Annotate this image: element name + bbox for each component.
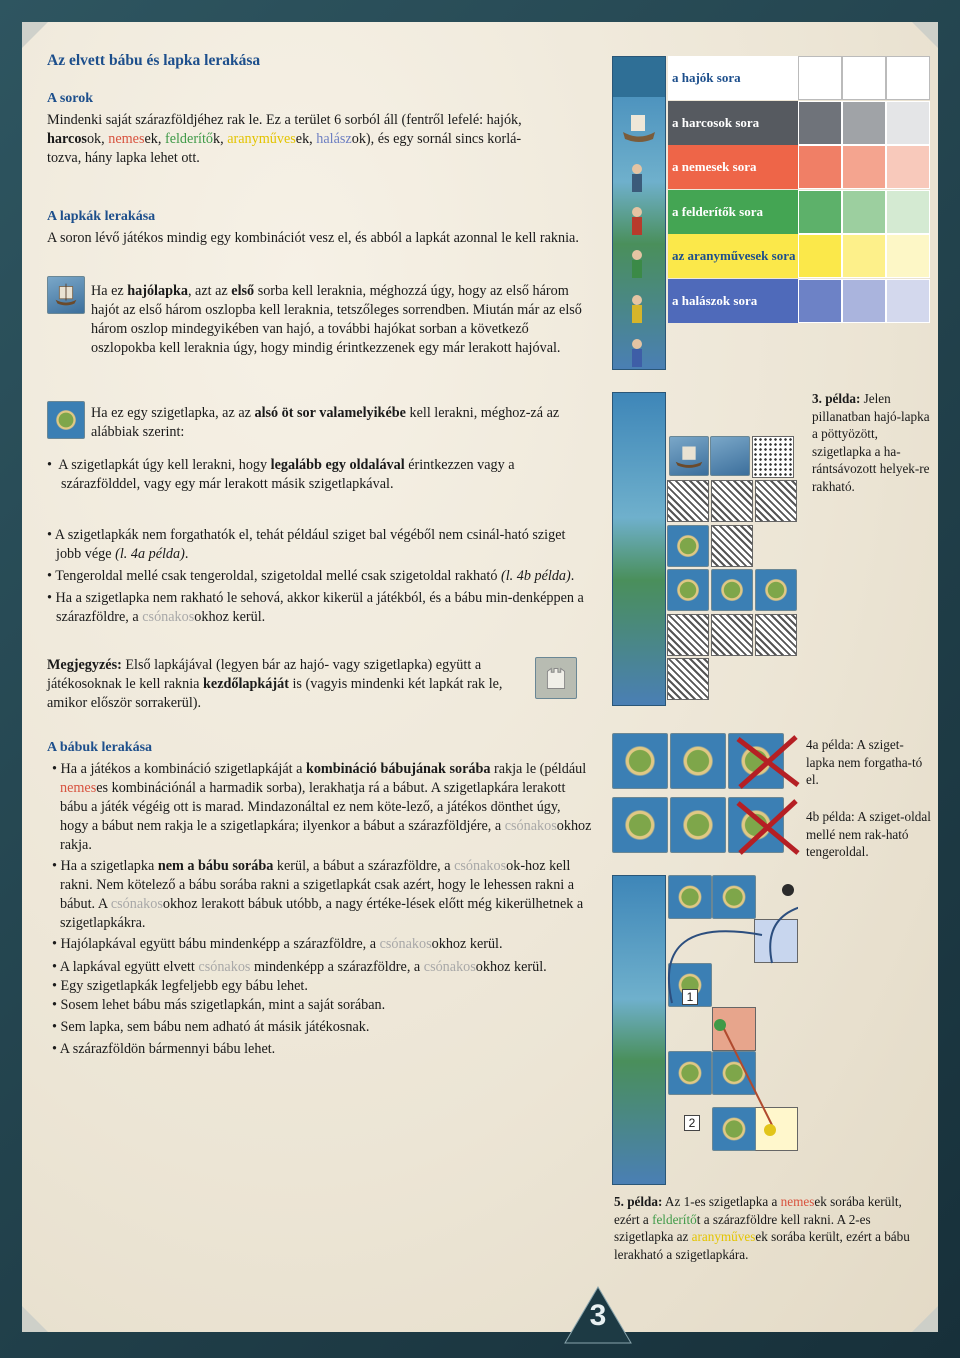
island-paragraph: Ha ez egy szigetlapka, az az alsó öt sor valamelyikébe kell lerakni, méghoz-zá az alábbiak szerint: (91, 405, 560, 440)
list-item: • Sem lapka, sem bábu nem adható át másik játékosnak. (52, 1019, 370, 1035)
island-tile (667, 569, 709, 611)
list-item: • Ha a szigetlapka nem rakható le sehová, akkor kikerül a játékból, és a bábu min-denképpen a szárazföldre, a csónakosokhoz kerül. (47, 590, 584, 625)
hatched-slot (667, 658, 709, 700)
page-number: 3 (589, 1299, 607, 1332)
island-tile (670, 733, 726, 789)
corner-ornament (22, 1306, 48, 1332)
island-tile (670, 797, 726, 853)
board-row (668, 279, 930, 323)
board-cell (886, 101, 930, 145)
ship-tile-icon (47, 276, 85, 314)
list-item: • Ha a játékos a kombináció szigetlapkáját a kombináció bábujának sorába rakja le (például nemeses kombinációnál a harmadik sorba), lerakhatja rá a bábut. A szigetlapkára lerakott bábu a játék végéig ott is marad. Mindazonáltal ez nem köte-lező, a játékos dönthet úgy, hogy a bábut nem rakja le a szigetlapkára; ilyenkor a bábut a szárazföldjére, a csónakosokhoz rakja. (52, 761, 592, 853)
example-5-board (612, 875, 798, 1185)
list-item: • Ha a szigetlapka nem a bábu sorába kerül, a bábut a szárazföldre, a csónakosok-hoz kell rakni. Nem kötelező a bábu sorába rakni a szigetlapkát csak azért, hogy le lehessen rakni a bábut. A csónakosokhoz lerakott bábuk utóbb, a nagy értéke-lések előtt még kikerülhetnek a szigetlapkákra. (52, 858, 584, 931)
list-item: • A szigetlapkát úgy kell lerakni, hogy legalább egy oldalával érintkezzen vagy a szárazfölddel, vagy egy már lerakott másik szigetlapkával. (47, 457, 515, 492)
list-item: • Tengeroldal mellé csak tengeroldal, szigetoldal mellé csak szigetoldal rakható (l. 4b példa). (47, 568, 575, 584)
example-5-caption: 5. példa: Az 1-es szigetlapka a nemesek sorába került, ezért a felderítőt a szárazföldre kell rakni. A 2-es szigetlapka az aranyművesek sorába került, ezért a bábu lerakható a szigetlapkára. (614, 1194, 910, 1262)
ship-tile (669, 436, 709, 476)
dotted-slot (752, 436, 794, 478)
hatched-slot (667, 480, 709, 522)
start-tile-icon (535, 657, 577, 699)
list-item: • A szárazföldön bármennyi bábu lehet. (52, 1041, 276, 1057)
note-paragraph: Megjegyzés: Első lapkájával (legyen bár az hajó- vagy szigetlapka) együtt a játékosoknak le kell raknia kezdőlapkáját is (vagyis mindenki két lapkát rak le, amikor először sorrakerül). (47, 657, 503, 711)
hatched-slot (755, 480, 797, 522)
board-cell (798, 234, 842, 278)
board-cell (798, 101, 842, 145)
board-cell (886, 56, 930, 100)
board-row-label: az aranyművesek sora (672, 248, 796, 263)
island-tile (667, 525, 709, 567)
island-tile (612, 797, 668, 853)
island-tile (612, 733, 668, 789)
board-row-label: a harcosok sora (672, 114, 760, 130)
placing-text: A soron lévő játékos mindig egy kombinációt vesz el, és abból a lapkát azonnal le kell raknia. (47, 230, 579, 246)
board-row (668, 56, 930, 100)
board-cell (842, 56, 886, 100)
placing-heading: A lapkák lerakása (47, 209, 156, 224)
hatched-slot (711, 525, 753, 567)
list-item: • A lapkával együtt elvett csónakos mindenképp a szárazföldre, a csónakosokhoz kerül. (52, 959, 547, 975)
list-item: • Sosem lehet bábu más szigetlapkán, mint a saját sorában. (52, 997, 386, 1013)
number-label: 2 (684, 1115, 700, 1131)
island-tile-icon (47, 401, 85, 439)
board-cell (842, 145, 886, 189)
list-item: • Hajólapkával együtt bábu mindenképp a szárazföldre, a csónakosokhoz kerül. (52, 936, 503, 952)
corner-ornament (912, 22, 938, 48)
example-4a-caption: 4a példa: A sziget-lapka nem forgatha-tó el. (806, 737, 923, 787)
player-board-rows (612, 56, 930, 370)
pawns-heading: A bábuk lerakása (47, 740, 153, 755)
list-item: • Egy szigetlapkák legfeljebb egy bábu lehet. (52, 978, 308, 994)
board-row (668, 145, 930, 189)
page-number-ornament (563, 1285, 633, 1345)
island-tile (711, 569, 753, 611)
board-row-label: a nemesek sora (672, 159, 757, 174)
example-4b-caption: 4b példa: A sziget-oldal mellé nem rak-ható tengeroldal. (806, 809, 931, 859)
board-cell (886, 145, 930, 189)
arrow-icon (612, 875, 798, 1185)
island-tile (755, 569, 797, 611)
ship-paragraph: Ha ez hajólapka, azt az első sorba kell leraknia, méghozzá úgy, hogy az első három hajót az első három oszlopba kell leraknia, tetszőleges sorrendben. Miután már az első három oszlop mindegyikében van hajó, a további hajókat sorban a következő oszlopokba kell leraknia úgy, hogy mindig érintkezzenek egy már lerakott hajóval. (91, 283, 582, 356)
board-row-label: a hajók sora (672, 70, 741, 85)
board-row (668, 234, 930, 278)
board-cell (842, 234, 886, 278)
example-4-tiles (612, 733, 802, 861)
board-cell (798, 279, 842, 323)
board-row (668, 190, 930, 234)
corner-ornament (22, 22, 48, 48)
rows-text: Mindenki saját szárazföldjéhez rak le. Ez a terület 6 sorból áll (fentről lefelé: hajók, harcosok, nemesek, felderítők, aranyművesek, halászok), és egy sornál sincs korlá- tozva, hány lapka lehet ott. (47, 112, 522, 166)
island-bullets (47, 456, 592, 627)
board-cell (842, 101, 886, 145)
board-cell (842, 279, 886, 323)
number-label: 1 (682, 989, 698, 1005)
board-cell (886, 190, 930, 234)
corner-ornament (912, 1306, 938, 1332)
example-3-board (612, 392, 798, 706)
land-strip (612, 392, 666, 706)
cross-icon (730, 729, 810, 861)
list-item: • A szigetlapkák nem forgathatók el, tehát például sziget bal végéből nem csinál-ható sziget jobb vége (l. 4a példa). (47, 527, 566, 562)
hatched-slot (711, 614, 753, 656)
board-cell (842, 190, 886, 234)
pawn-bullets (47, 760, 592, 1059)
ship-tile (710, 436, 750, 476)
hatched-slot (755, 614, 797, 656)
board-cell (798, 56, 842, 100)
rows-heading: A sorok (47, 91, 94, 106)
board-cell (886, 279, 930, 323)
board-row (668, 101, 930, 145)
example-3-caption: 3. példa: Jelen pillanatban hajó-lapka a pöttyözött, szigetlapka a ha-rántsávozott helyek-re rakható. (812, 391, 930, 494)
board-row-label: a felderítők sora (672, 203, 763, 219)
hatched-slot (711, 480, 753, 522)
board-row-label: a halászok sora (672, 292, 758, 308)
board-cell (798, 190, 842, 234)
hatched-slot (667, 614, 709, 656)
board-cell (886, 234, 930, 278)
land-strip (612, 56, 666, 370)
board-cell (798, 145, 842, 189)
section-title: Az elvett bábu és lapka lerakása (47, 52, 261, 69)
